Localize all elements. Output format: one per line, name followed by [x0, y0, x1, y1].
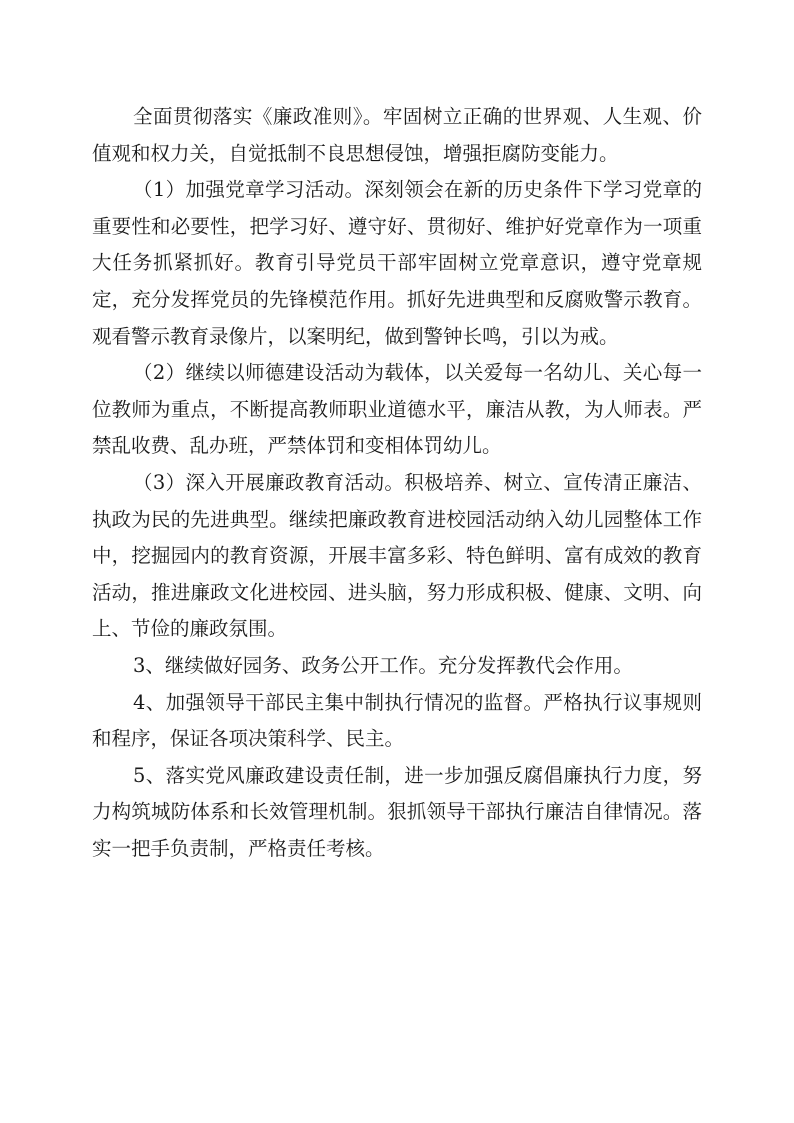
paragraph-item-3: （3）深入开展廉政教育活动。积极培养、树立、宣传清正廉洁、执政为民的先进典型。继续把廉政教育进校园活动纳入幼儿园整体工作中，挖掘园内的教育资源，开展丰富多彩、特色鲜明、富有成效的教育活动，推进廉政文化进校园、进头脑，努力形成积极、健康、文明、向上、节俭的廉政氛围。	[92, 470, 702, 641]
paragraph-item-1: （1）加强党章学习活动。深刻领会在新的历史条件下学习党章的重要性和必要性，把学习好、遵守好、贯彻好、维护好党章作为一项重大任务抓紧抓好。教育引导党员干部牢固树立党章意识，遵守党章规定，充分发挥党员的先锋模范作用。抓好先进典型和反腐败警示教育。观看警示教育录像片，以案明纪，做到警钟长鸣，引以为戒。	[92, 178, 702, 348]
paragraph-section-4: 4、加强领导干部民主集中制执行情况的监督。严格执行议事规则和程序，保证各项决策科学、民主。	[92, 690, 702, 751]
paragraph-intro: 全面贯彻落实《廉政准则》。牢固树立正确的世界观、人生观、价值观和权力关，自觉抵制不良思想侵蚀，增强拒腐防变能力。	[92, 105, 702, 165]
paragraph-item-2: （2）继续以师德建设活动为载体，以关爱每一名幼儿、关心每一位教师为重点，不断提高教师职业道德水平，廉洁从教，为人师表。严禁乱收费、乱办班，严禁体罚和变相体罚幼儿。	[92, 361, 702, 458]
paragraph-section-3: 3、继续做好园务、政务公开工作。充分发挥教代会作用。	[133, 653, 633, 677]
paragraph-section-5: 5、落实党风廉政建设责任制，进一步加强反腐倡廉执行力度，努力构筑城防体系和长效管理机制。狠抓领导干部执行廉洁自律情况。落实一把手负责制，严格责任考核。	[92, 763, 702, 860]
document-body	[92, 99, 702, 867]
